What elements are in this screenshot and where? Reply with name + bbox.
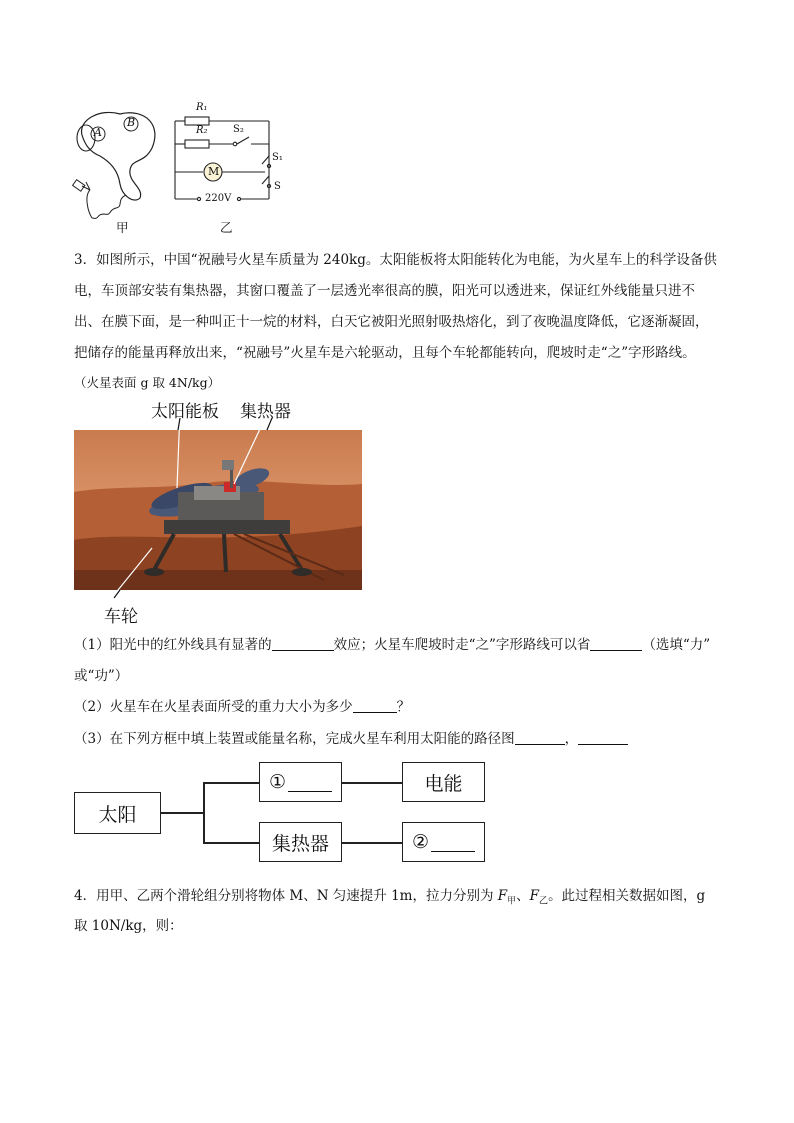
label-leader-lines [74, 418, 362, 618]
q3-sub3 [74, 727, 628, 747]
photo-label-solar-panel: 太阳能板 [151, 402, 219, 422]
q3-line-3: 出、在膜下面，是一种叫正十一烷的材料，白天它被阳光照射吸热熔化，到了夜晚温度降低，它逐渐凝固， [74, 314, 709, 330]
q4-line-1 [74, 884, 705, 907]
q4-f-jia: F [497, 888, 508, 904]
answer-blank-path-2[interactable] [578, 730, 628, 745]
q4-text-b: 。此过程相关数据如图，g [548, 888, 706, 904]
photo-label-wheel: 车轮 [104, 607, 138, 627]
q3-line-2: 电，车顶部安装有集热器，其窗口覆盖了一层透光率很高的膜，阳光可以透进来，保证红外线能量只进不 [74, 283, 695, 299]
label-s2: S₂ [233, 124, 244, 135]
q3-sub2-text-b: ？ [396, 699, 411, 715]
label-r2: R₂ [196, 125, 208, 136]
q4-f-yi: F [529, 888, 540, 904]
q3-sub1-text-c: （选填“力” [642, 637, 711, 653]
q3-sub1-cont: 或“功”） [74, 668, 129, 684]
flow-box-blank-1[interactable] [259, 762, 342, 802]
answer-blank-path-1[interactable] [515, 730, 565, 745]
connector-bottom-right [341, 842, 403, 844]
q3-note: （火星表面 g 取 4N/kg） [74, 375, 221, 390]
label-b: B [127, 116, 136, 129]
connector-top-right [341, 782, 403, 784]
connector-vertical [203, 782, 205, 843]
answer-blank-gravity[interactable] [353, 698, 397, 713]
q4-f-jia-sub: 甲 [507, 896, 517, 907]
connector-top-in [203, 782, 260, 784]
photo-label-collector: 集热器 [240, 402, 291, 422]
q3-sub2-text-a: （2）火星车在火星表面所受的重力大小为多少 [74, 699, 353, 715]
flow-blank-2-label: ② [411, 831, 430, 853]
flow-blank-1-line [288, 773, 332, 792]
q3-sub3-text-b: ， [564, 731, 579, 747]
flow-box-blank-2[interactable] [402, 822, 485, 862]
flow-blank-1-label: ① [268, 771, 287, 793]
q4-text-a: 4．用甲、乙两个滑轮组分别将物体 M、N 匀速提升 1m，拉力分别为 [74, 888, 498, 904]
hair-dryer-figure [70, 100, 170, 230]
q4-sep: 、 [516, 888, 530, 904]
label-a: A [94, 126, 102, 139]
flow-box-sun [74, 792, 161, 834]
q3-line-4: 把储存的能量再释放出来，“祝融号”火星车是六轮驱动，且每个车轮都能转向，爬坡时走“之”字形路线。 [74, 345, 696, 361]
q3-sub1 [74, 633, 710, 653]
label-r1: R₁ [196, 102, 208, 113]
q4-line-2: 取 10N/kg，则： [74, 918, 183, 934]
q3-sub1-text-b: 效应；火星车爬坡时走“之”字形路线可以省 [333, 637, 591, 653]
label-s: S [274, 181, 281, 192]
q3-sub3-text-a: （3）在下列方框中填上装置或能量名称，完成火星车利用太阳能的路径图 [74, 731, 515, 747]
answer-blank-effect[interactable] [272, 636, 334, 651]
flow-electric-label: 电能 [424, 772, 463, 795]
caption-yi: 乙 [220, 220, 233, 235]
answer-blank-save[interactable] [590, 636, 642, 651]
connector-bottom-in [203, 842, 260, 844]
label-220v: 220V [205, 193, 232, 204]
flow-blank-2-line [431, 833, 475, 852]
q4-f-yi-sub: 乙 [539, 896, 549, 907]
flow-collector-label: 集热器 [271, 832, 329, 855]
flow-sun-label: 太阳 [98, 803, 137, 826]
flow-box-electric [402, 762, 485, 802]
caption-jia: 甲 [116, 220, 129, 235]
connector-sun-out [160, 812, 204, 814]
label-motor: M [208, 165, 220, 178]
q3-sub1-text-a: （1）阳光中的红外线具有显著的 [74, 637, 272, 653]
label-s1: S₁ [272, 152, 283, 163]
q3-sub2 [74, 695, 410, 715]
flow-box-collector [259, 822, 342, 862]
q3-line-1: 3．如图所示，中国“祝融号火星车质量为 240kg。太阳能板将太阳能转化为电能，为火星车上的科学设备供 [74, 252, 717, 268]
